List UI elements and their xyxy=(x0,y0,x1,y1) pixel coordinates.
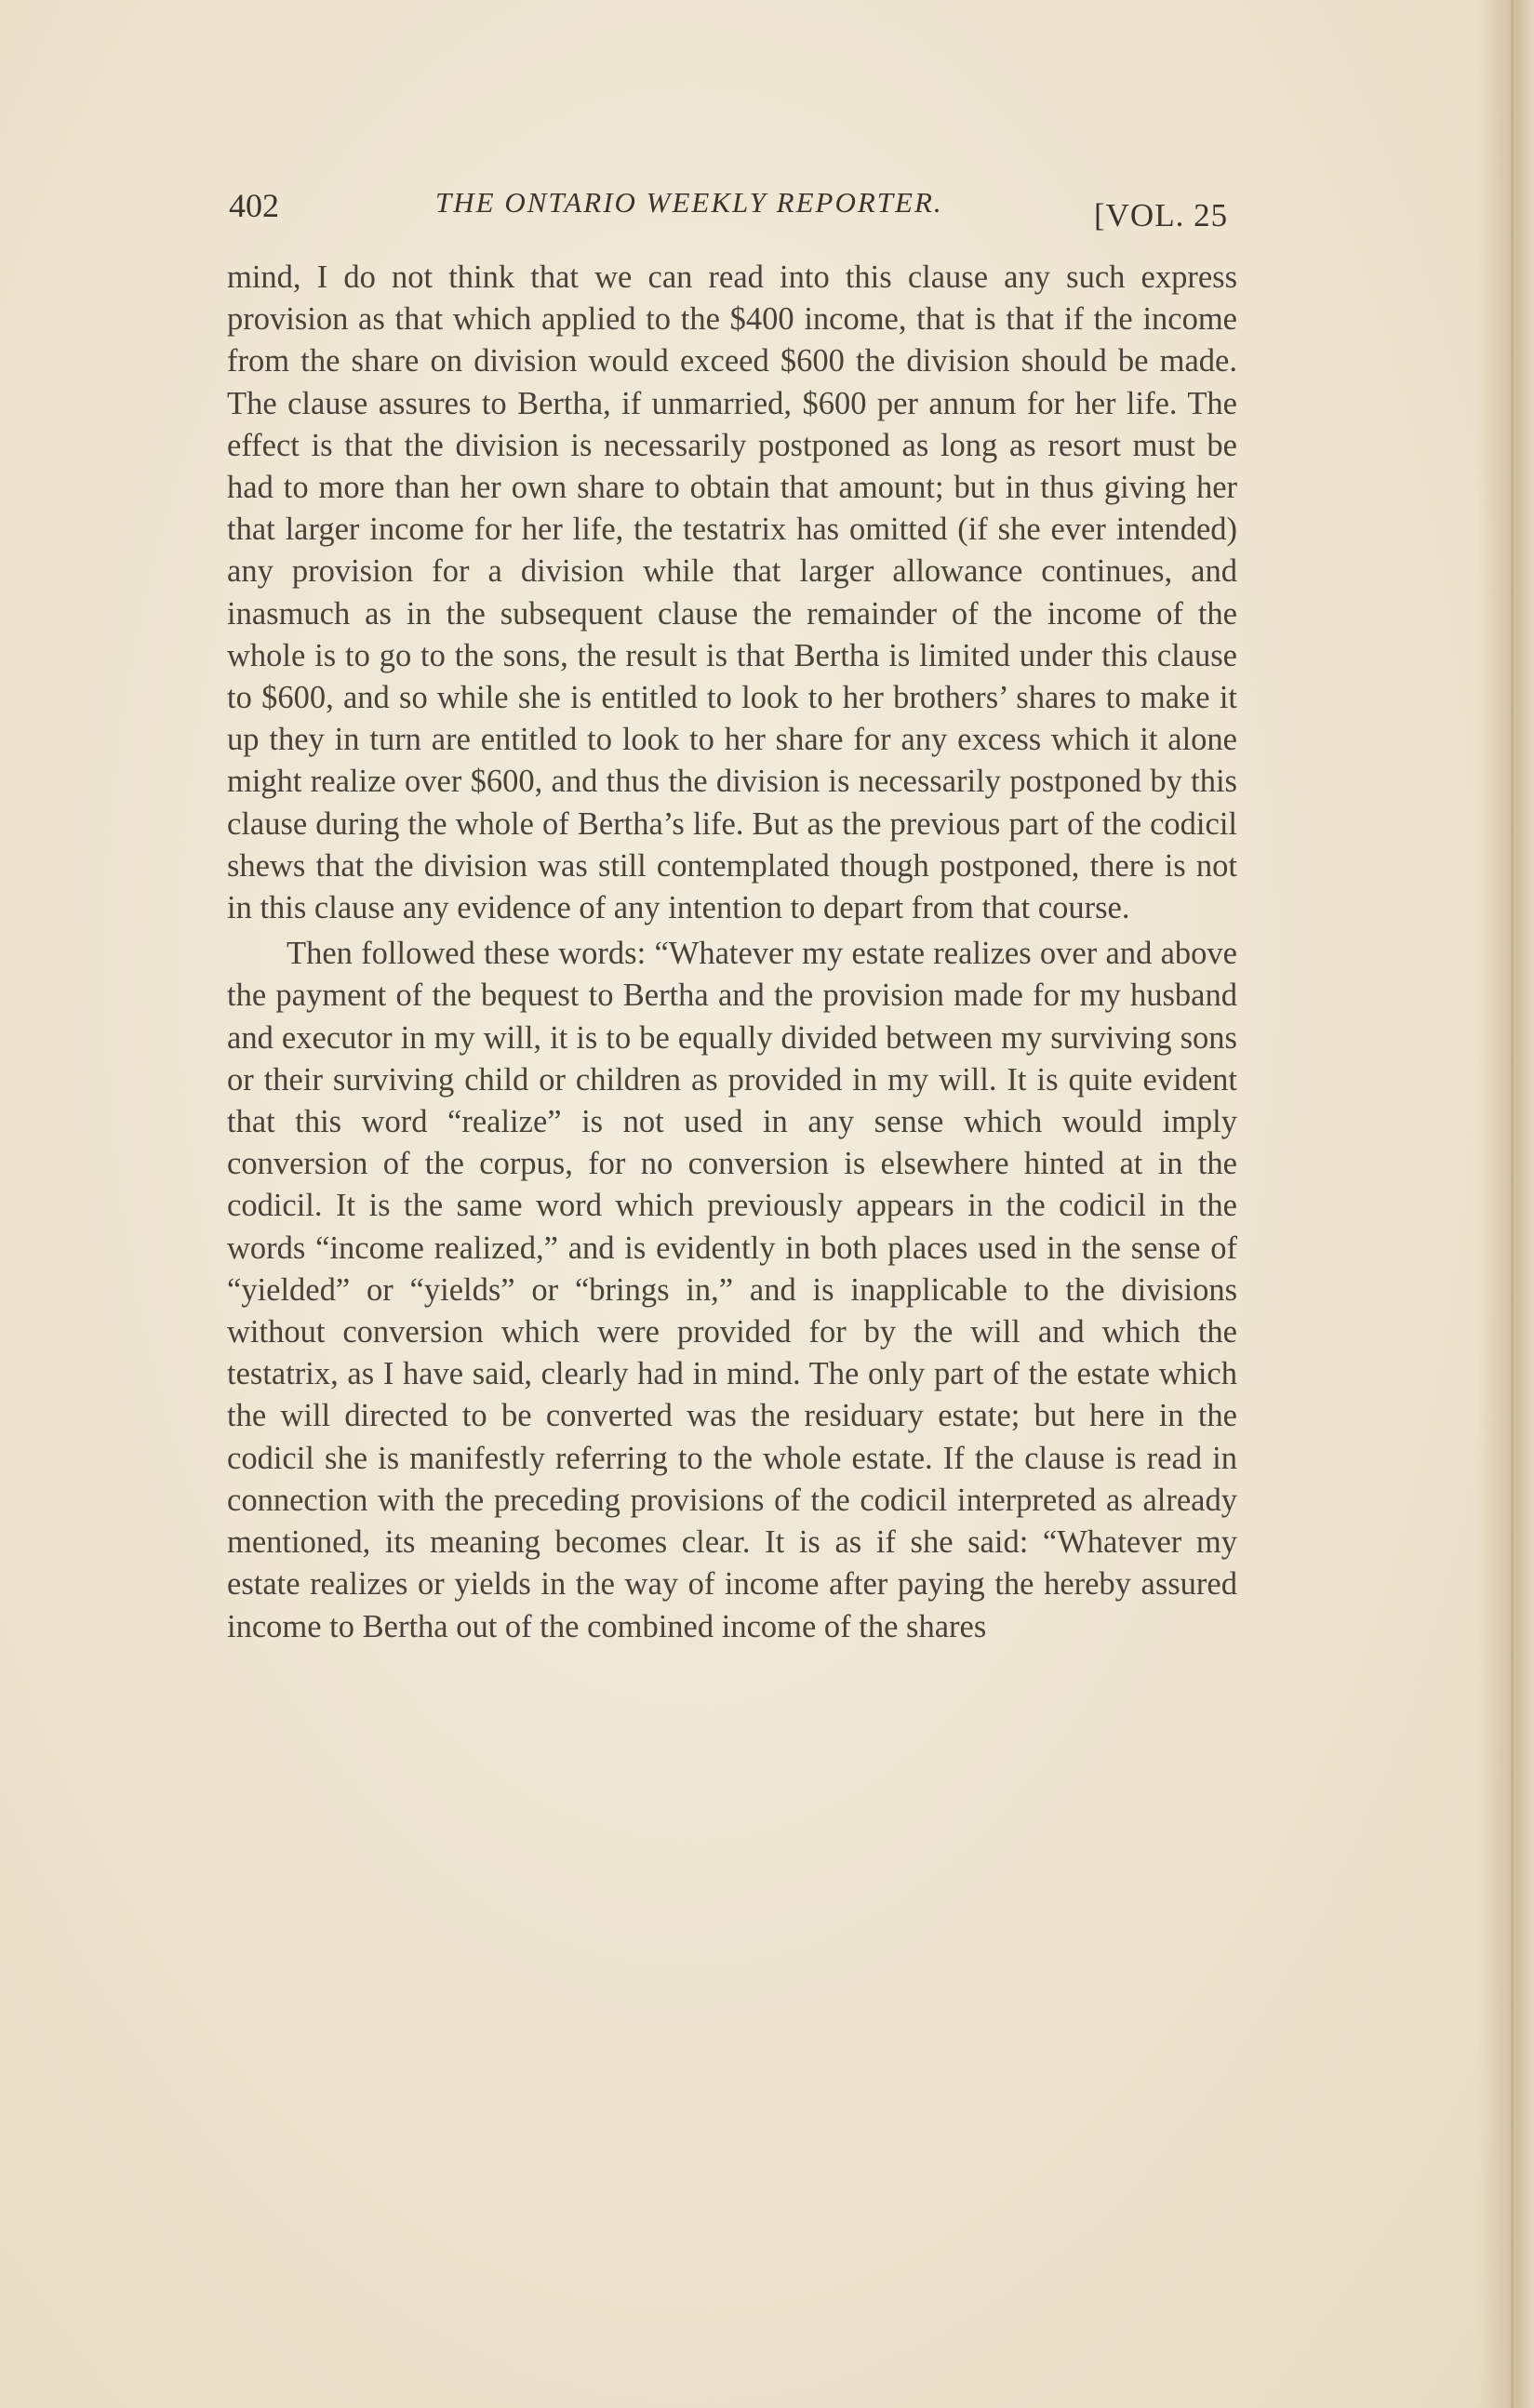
volume-label: [VOL. 25 xyxy=(1094,197,1229,233)
page-edge-shadow xyxy=(1478,0,1534,2408)
page-number: 402 xyxy=(229,187,279,224)
binding-edge-line xyxy=(1511,0,1514,2408)
paragraph: Then followed these words: “Whatever my estate realizes over and above the payment of the bequest to Bertha and the provision made for my husband and executor in my will, it is to be equally divided between my surviving sons or their surviving child or children as provided in my will. It is quite evident that this word “realize” is not used in any sense which would imply conversion of the corpus, for no conversion is elsewhere hinted at in the codicil. It is the same word which previously appears in the codicil in the words “income realized,” and is evidently in both places used in the sense of “yielded” or “yields” or “brings in,” and is inapplicable to the divisions without conversion which were provided for by the will and which the testatrix, as I have said, clearly had in mind. The only part of the estate which the will directed to be converted was the residuary estate; but here in the codicil she is manifestly referring to the whole estate. If the clause is read in connection with the preceding provisions of the codicil interpreted as already mentioned, its meaning becomes clear. It is as if she said: “Whatever my estate realizes or yields in the way of income after paying the hereby assured income to Bertha out of the combined income of the shares xyxy=(227,936,1237,1644)
body-text xyxy=(227,257,1237,1648)
running-title: THE ONTARIO WEEKLY REPORTER. xyxy=(435,186,943,219)
paragraph: mind, I do not think that we can read into this clause any such express provision as that which applied to the $400 income, that is that if the income from the share on division would exceed $600 the division should be made. The clause assures to Bertha, if unmarried, $600 per annum for her life. The effect is that the division is necessarily postponed as long as resort must be had to more than her own share to obtain that amount; but in thus giving her that larger income for her life, the testatrix has omitted (if she ever intended) any provision for a division while that larger allowance continues, and inasmuch as in the subsequent clause the remainder of the income of the whole is to go to the sons, the result is that Bertha is limited under this clause to $600, and so while she is entitled to look to her brothers’ shares to make it up they in turn are entitled to look to her share for any excess which it alone might realize over $600, and thus the division is necessarily postponed by this clause during the whole of Bertha’s life. But as the previous part of the codicil shews that the division was still contemplated though postponed, there is not in this clause any evidence of any intention to depart from that course. xyxy=(227,259,1237,926)
page-header xyxy=(229,179,1247,240)
